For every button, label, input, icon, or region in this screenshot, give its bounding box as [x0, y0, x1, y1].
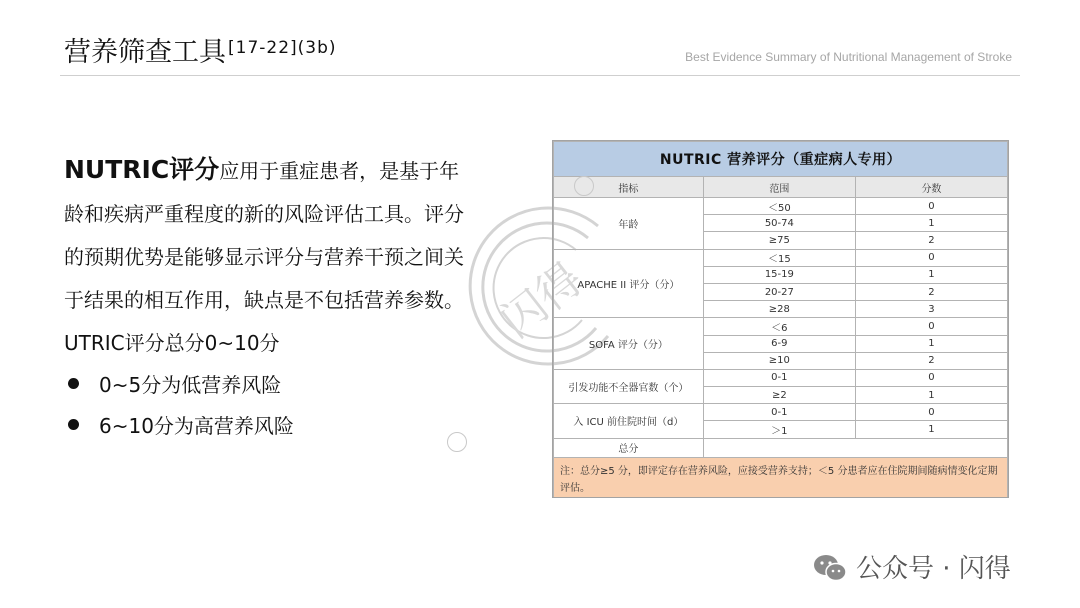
table-note-row [554, 457, 1008, 498]
range-cell: ＞1 [703, 421, 855, 438]
table-row [554, 198, 1008, 215]
range-cell: ≥10 [703, 352, 855, 369]
range-cell: 0-1 [703, 369, 855, 386]
table-header-row [554, 177, 1008, 198]
range-cell: 20-27 [703, 283, 855, 300]
column-header: 范围 [703, 177, 855, 198]
header-divider [60, 75, 1020, 76]
score-cell: 0 [855, 404, 1007, 421]
score-cell: 2 [855, 232, 1007, 249]
score-cell: 0 [855, 318, 1007, 335]
intro-paragraph [64, 148, 464, 322]
range-cell: 15-19 [703, 266, 855, 283]
range-cell: 50-74 [703, 215, 855, 232]
score-cell: 0 [855, 249, 1007, 266]
range-cell: ≥75 [703, 232, 855, 249]
indicator-cell: 引发功能不全器官数（个） [554, 369, 704, 403]
range-cell: ≥28 [703, 301, 855, 318]
total-score-line: UTRIC评分总分0~10分 [64, 331, 280, 355]
decorative-circle-icon [447, 432, 467, 452]
nutric-score-table [552, 140, 1009, 498]
score-cell: 0 [855, 198, 1007, 215]
table-row [554, 404, 1008, 421]
total-value-cell [703, 438, 1007, 457]
range-cell: ≥2 [703, 387, 855, 404]
header-subtitle: Best Evidence Summary of Nutritional Management of Stroke [685, 50, 1012, 64]
table-title-row [554, 142, 1008, 177]
range-cell: ＜50 [703, 198, 855, 215]
range-cell: 6-9 [703, 335, 855, 352]
table-title: NUTRIC 营养评分（重症病人专用） [554, 142, 1008, 177]
bullet-dot-icon [68, 378, 79, 389]
score-cell: 1 [855, 266, 1007, 283]
wechat-account-badge [812, 548, 1011, 585]
table-row [554, 318, 1008, 335]
bullet-dot-icon [68, 419, 79, 430]
range-cell: ＜6 [703, 318, 855, 335]
table-note: 注：总分≥5 分，即评定存在营养风险，应接受营养支持；＜5 分患者应在住院期间随病情变化定期评估。 [554, 457, 1008, 498]
score-cell: 1 [855, 421, 1007, 438]
score-cell: 2 [855, 283, 1007, 300]
score-cell: 3 [855, 301, 1007, 318]
page-title-text: 营养筛查工具 [64, 37, 226, 68]
wechat-icon [812, 553, 848, 583]
reference-mark: [17-22](3b) [228, 38, 337, 58]
score-cell: 2 [855, 352, 1007, 369]
table-row [554, 249, 1008, 266]
bullet-item [64, 406, 464, 447]
bullet-item [64, 365, 464, 406]
table-total-row [554, 438, 1008, 457]
column-header: 分数 [855, 177, 1007, 198]
table-row [554, 369, 1008, 386]
range-cell: ＜15 [703, 249, 855, 266]
indicator-cell: 入 ICU 前住院时间（d） [554, 404, 704, 438]
total-label-cell: 总分 [554, 438, 704, 457]
text-block [64, 148, 464, 447]
paragraph-text: 应用于重症患者，是基于年龄和疾病严重程度的新的风险评估工具。评分的预期优势是能够显示评分与营养干预之间关于结果的相互作用，缺点是不包括营养参数。 [64, 159, 464, 312]
decorative-circle-icon [574, 176, 594, 196]
range-cell: 0-1 [703, 404, 855, 421]
score-cell: 1 [855, 387, 1007, 404]
lead-term: NUTRIC评分 [64, 155, 220, 184]
page-title [64, 30, 337, 69]
indicator-cell: SOFA 评分（分） [554, 318, 704, 370]
column-header: 指标 [554, 177, 704, 198]
wechat-account-name: 公众号 · 闪得 [856, 554, 1011, 584]
bullet-text: 6~10分为高营养风险 [99, 414, 294, 438]
bullet-text: 0~5分为低营养风险 [99, 373, 282, 397]
indicator-cell: APACHE II 评分（分） [554, 249, 704, 318]
score-cell: 1 [855, 215, 1007, 232]
indicator-cell: 年龄 [554, 198, 704, 250]
score-cell: 0 [855, 369, 1007, 386]
score-cell: 1 [855, 335, 1007, 352]
watermark-text: 闪得 [491, 253, 593, 348]
